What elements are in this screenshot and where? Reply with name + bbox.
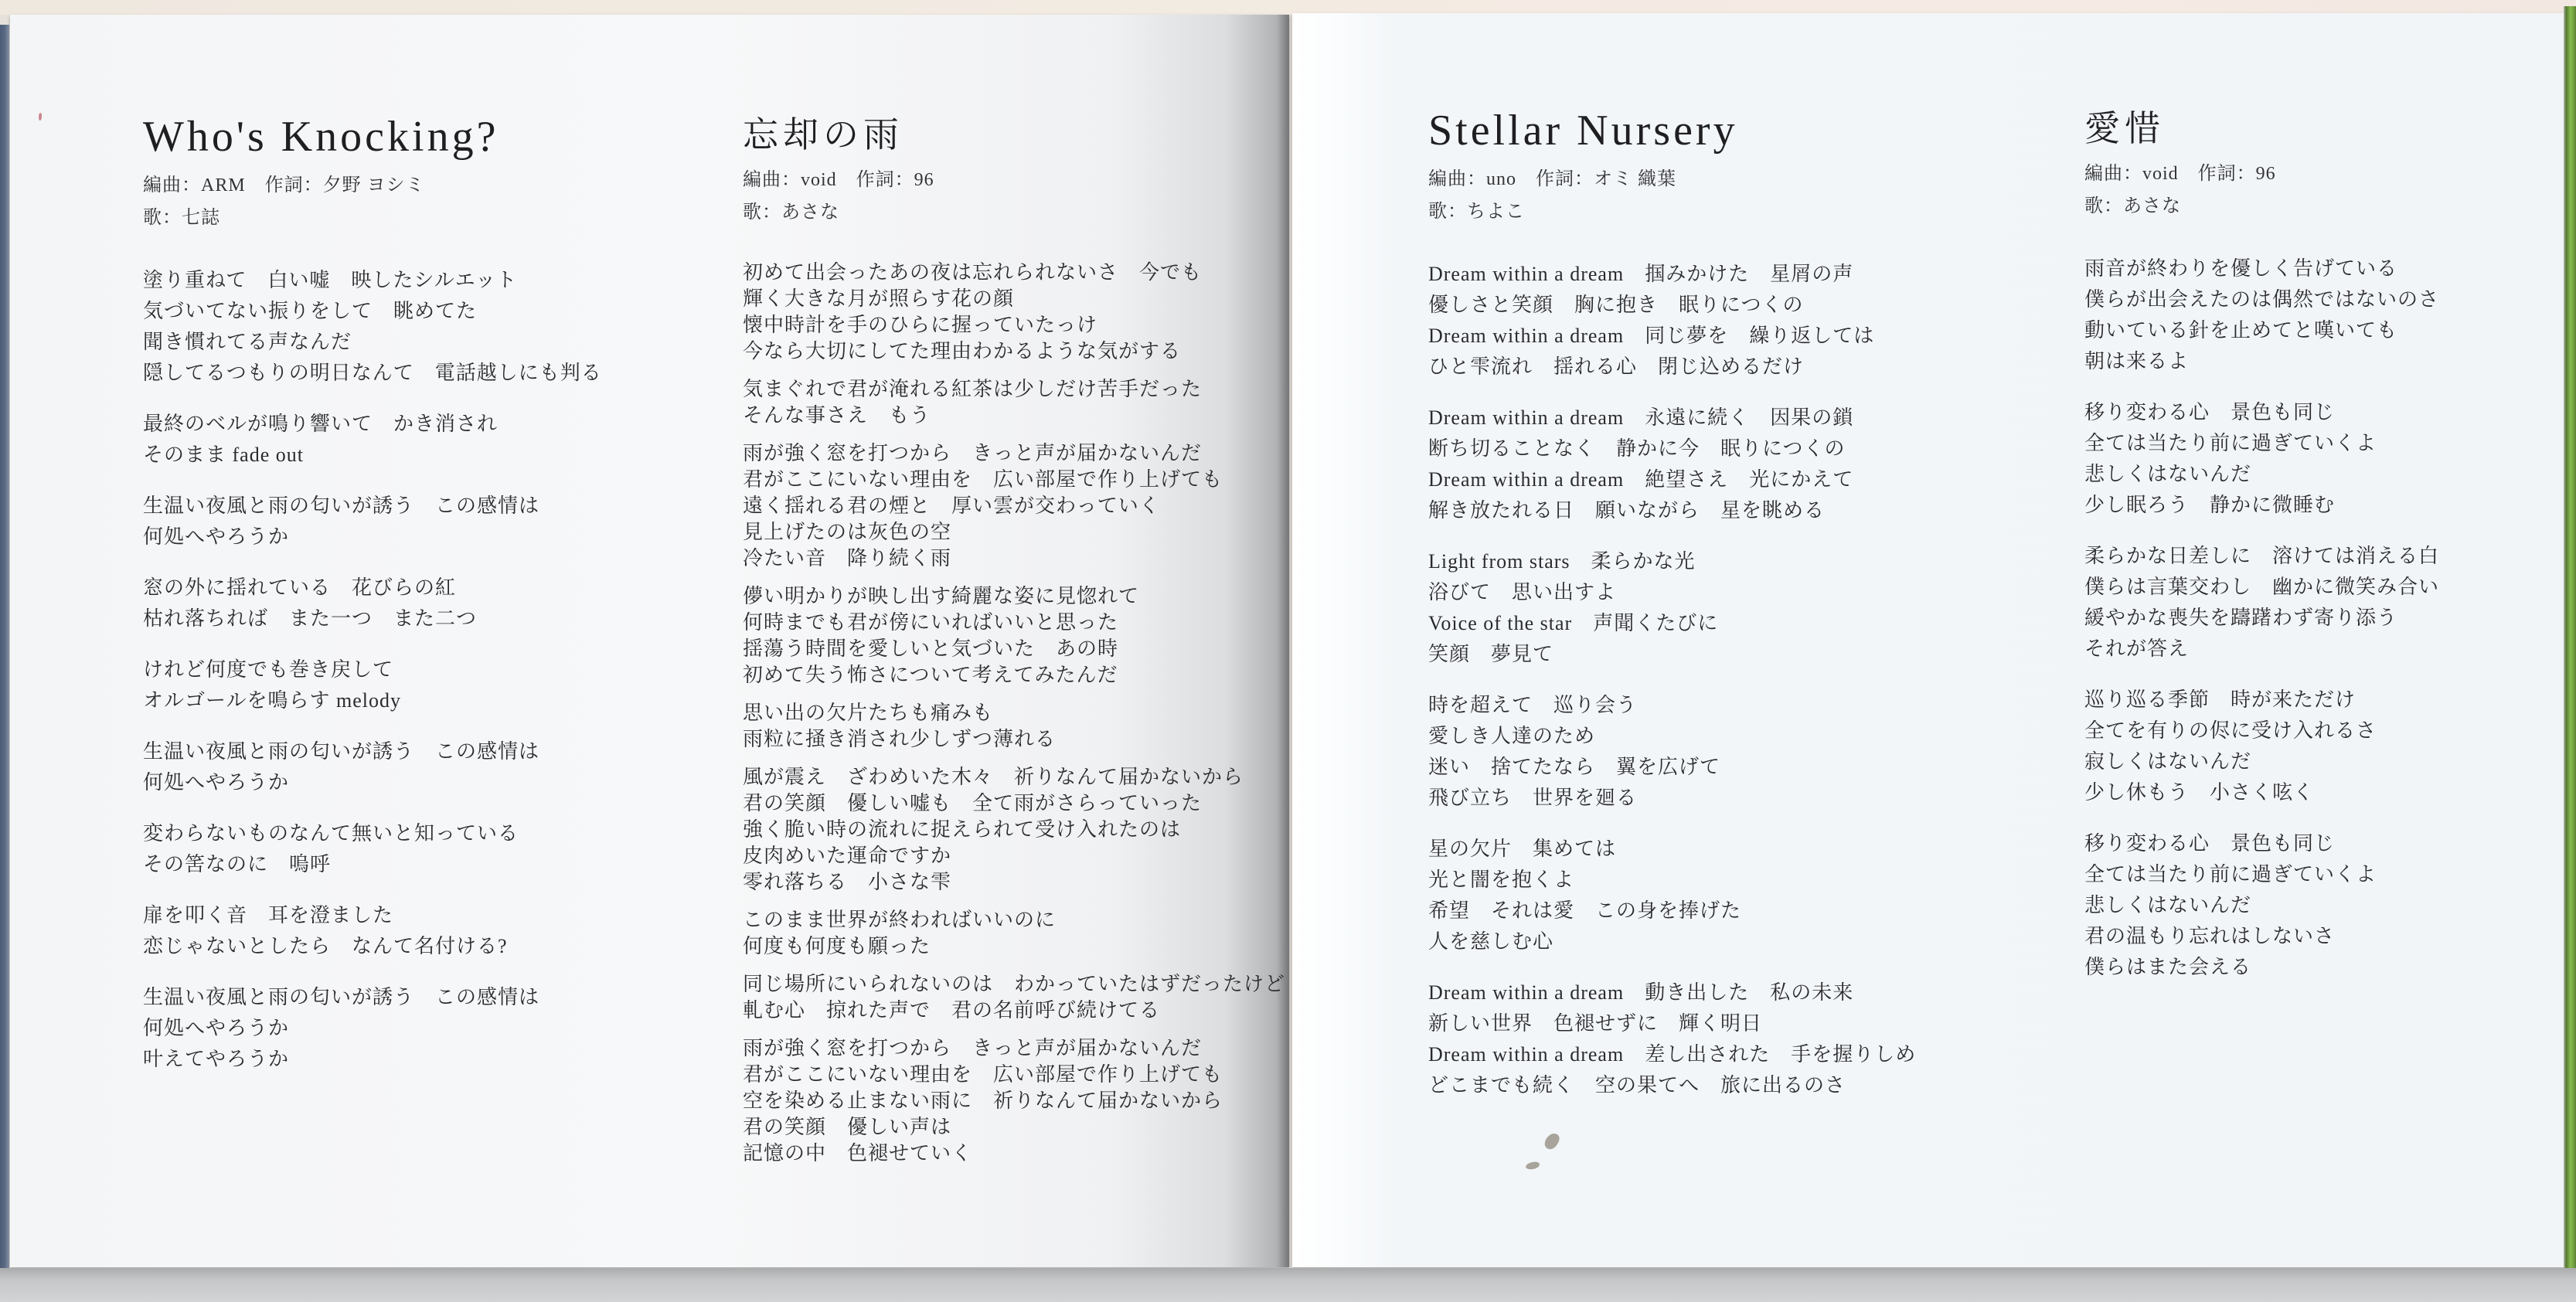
lyric-line: 何度も何度も願った <box>743 935 931 958</box>
lyric-line: 懐中時計を手のひらに握っていたっけ <box>743 314 1098 337</box>
lyric-line: 僕らは言葉交わし 幽かに微笑み合い <box>2084 576 2440 599</box>
lyric-line: 光と闇を抱くよ <box>1428 868 1575 891</box>
lyric-line: 輝く大きな月が照らす花の顔 <box>743 287 1015 311</box>
lyric-line: オルゴールを鳴らす melody <box>143 688 401 712</box>
lyric-line: 巡り巡る季節 時が来ただけ <box>2084 688 2357 712</box>
lyric-line: 動いている針を止めてと嘆いても <box>2084 319 2398 342</box>
lyric-line: 移り変わる心 景色も同じ <box>2084 401 2336 424</box>
song-column-aiseki <box>2084 107 2548 1003</box>
song-title: Stellar Nursery <box>1428 107 1738 155</box>
lyric-line: 生温い夜風と雨の匂いが誘う この感情は <box>143 739 540 763</box>
lyric-line: それが答え <box>2084 637 2190 661</box>
lyric-line: 少し休もう 小さく呟く <box>2084 781 2315 804</box>
lyric-stanza <box>743 971 1346 1024</box>
lyric-line: その筈なのに 嗚呼 <box>143 852 332 875</box>
lyric-line: 何時までも君が傍にいればいいと思った <box>743 611 1119 634</box>
lyric-line: 冷たい音 降り続く雨 <box>743 547 952 570</box>
lyric-stanza <box>1428 690 2062 814</box>
lyric-line: 浴びて 思い出すよ <box>1428 580 1617 603</box>
scanner-bottom-edge <box>0 1268 2576 1302</box>
lyric-stanza <box>143 982 715 1075</box>
lyric-line: Light from stars 柔らかな光 <box>1428 549 1696 573</box>
lyric-line: Dream within a dream 差し出された 手を握りしめ <box>1428 1042 1917 1066</box>
lyric-line: 初めて出会ったあの夜は忘れられないさ 今でも <box>743 261 1203 284</box>
lyric-stanza <box>1428 403 2062 526</box>
lyric-line: 君がここにいない理由を 広い部屋で作り上げても <box>743 468 1223 491</box>
song-column-boukyaku-no-ame <box>743 114 1346 1178</box>
lyric-stanza <box>2084 541 2548 665</box>
arranger-lyricist-credit: 編曲：void 作詞：96 <box>2084 164 2276 185</box>
lyric-stanza <box>143 491 715 552</box>
scan-smudge <box>1543 1131 1561 1152</box>
lyric-line: 恋じゃないとしたら なんて名付ける? <box>143 934 508 957</box>
lyric-line: けれど何度でも巻き戻して <box>143 658 394 681</box>
lyric-stanza <box>143 818 715 880</box>
lyric-line: 飛び立ち 世界を廻る <box>1428 786 1638 809</box>
lyric-line: 寂しくはないんだ <box>2084 750 2252 773</box>
lyric-stanza <box>143 409 715 471</box>
lyric-line: 柔らかな日差しに 溶けては消える白 <box>2084 545 2440 568</box>
lyric-line: 空を染める止まない雨に 祈りなんて届かないから <box>743 1090 1223 1113</box>
lyric-line: どこまでも続く 空の果てへ 旅に出るのさ <box>1428 1073 1846 1096</box>
lyric-stanza <box>1428 834 2062 957</box>
lyric-line: 強く脆い時の流れに捉えられて受け入れたのは <box>743 818 1182 841</box>
lyric-line: 朝は来るよ <box>2084 350 2190 373</box>
lyric-line: 扉を叩く音 耳を澄ました <box>143 903 394 926</box>
song-column-stellar-nursery <box>1428 107 2062 1121</box>
lyric-line: Dream within a dream 永遠に続く 因果の鎖 <box>1428 406 1854 429</box>
lyric-line: 君がここにいない理由を 広い部屋で作り上げても <box>743 1063 1223 1086</box>
lyric-line: 雨音が終わりを優しく告げている <box>2084 257 2398 280</box>
vocalist-credit: 歌：あさな <box>743 202 839 223</box>
lyric-line: 雨が強く窓を打つから きっと声が届かないんだ <box>743 442 1203 465</box>
lyric-line: 悲しくはないんだ <box>2084 894 2252 917</box>
lyric-line: 今なら大切にしてた理由わかるような気がする <box>743 340 1182 363</box>
lyrics <box>743 260 1346 1167</box>
lyric-line: そのまま fade out <box>143 443 304 466</box>
lyric-stanza <box>743 907 1346 960</box>
lyric-stanza <box>143 573 715 634</box>
song-column-whos-knocking <box>143 114 715 1095</box>
lyric-line: 君の温もり忘れはしないさ <box>2084 925 2336 948</box>
lyric-line: 初めて失う怖さについて考えてみたんだ <box>743 664 1118 687</box>
booklet-left-page <box>10 15 1289 1267</box>
lyric-line: 聞き慣れてる声なんだ <box>143 330 352 353</box>
arranger-lyricist-credit: 編曲：ARM 作詞：夕野 ヨシミ <box>143 175 425 195</box>
lyric-line: 窓の外に揺れている 花びらの紅 <box>143 576 457 599</box>
lyric-line: このまま世界が終わればいいのに <box>743 909 1057 932</box>
lyric-line: 優しさと笑顔 胸に抱き 眠りにつくの <box>1428 293 1804 316</box>
lyric-line: 少し眠ろう 静かに微睡む <box>2084 494 2336 517</box>
lyric-line: 儚い明かりが映し出す綺麗な姿に見惚れて <box>743 585 1140 608</box>
lyric-line: 雨が強く窓を打つから きっと声が届かないんだ <box>743 1037 1203 1060</box>
lyric-line: 生温い夜風と雨の匂いが誘う この感情は <box>143 985 540 1008</box>
lyric-line: 悲しくはないんだ <box>2084 463 2252 486</box>
lyric-line: 何処へやろうか <box>143 1016 290 1039</box>
lyrics <box>1428 259 2062 1101</box>
lyric-line: 緩やかな喪失を躊躇わず寄り添う <box>2084 607 2398 630</box>
left-page-under-edge <box>0 25 9 1281</box>
lyric-line: 気づいてない振りをして 眺めてた <box>143 299 478 322</box>
lyric-line: 塗り重ねて 白い嘘 映したシルエット <box>143 268 518 291</box>
booklet-right-page <box>1292 13 2564 1267</box>
lyric-stanza <box>743 376 1346 429</box>
lyric-line: 何処へやろうか <box>143 770 290 794</box>
lyric-line: 愛しき人達のため <box>1428 724 1596 747</box>
lyric-line: 全ては当たり前に過ぎていくよ <box>2084 432 2377 455</box>
lyric-stanza <box>143 265 715 389</box>
lyric-stanza <box>2084 828 2548 983</box>
lyric-line: 遠く揺れる君の煙と 厚い雲が交わっていく <box>743 495 1160 518</box>
song-title: Who's Knocking? <box>143 113 499 161</box>
scan-smudge <box>1525 1161 1540 1170</box>
lyric-line: 移り変わる心 景色も同じ <box>2084 832 2336 855</box>
lyric-line: 同じ場所にいられないのは わかっていたはずだったけど <box>743 973 1286 996</box>
lyric-stanza <box>2084 397 2548 521</box>
lyric-line: 最終のベルが鳴り響いて かき消され <box>143 412 499 435</box>
lyric-line: Dream within a dream 掴みかけた 星屑の声 <box>1428 262 1854 285</box>
lyric-line: 時を超えて 巡り会う <box>1428 693 1638 716</box>
lyric-stanza <box>743 1035 1346 1167</box>
back-cover-green-edge <box>2564 6 2576 1281</box>
lyric-stanza <box>143 900 715 962</box>
lyric-line: 皮肉めいた運命ですか <box>743 845 952 868</box>
lyric-line: 全ては当たり前に過ぎていくよ <box>2084 863 2377 886</box>
lyric-line: 新しい世界 色褪せずに 輝く明日 <box>1428 1011 1763 1035</box>
lyric-stanza <box>1428 546 2062 670</box>
lyric-stanza <box>1428 977 2062 1101</box>
lyric-line: 記憶の中 色褪せていく <box>743 1142 973 1165</box>
lyric-stanza <box>743 440 1346 572</box>
arranger-lyricist-credit: 編曲：void 作詞：96 <box>743 170 934 191</box>
lyric-line: ひと雫流れ 揺れる心 閉じ込めるだけ <box>1428 355 1805 378</box>
lyric-line: 全てを有りの侭に受け入れるさ <box>2084 719 2377 743</box>
lyric-line: 見上げたのは灰色の空 <box>743 521 952 544</box>
vocalist-credit: 歌：ちよこ <box>1428 201 1525 222</box>
lyric-stanza <box>743 583 1346 688</box>
lyric-stanza <box>743 764 1346 896</box>
lyric-line: Dream within a dream 動き出した 私の未来 <box>1428 981 1854 1004</box>
lyric-line: Dream within a dream 同じ夢を 繰り返しては <box>1428 324 1875 347</box>
lyric-stanza <box>143 654 715 716</box>
lyric-line: 零れ落ちる 小さな雫 <box>743 871 952 894</box>
lyric-stanza <box>2084 253 2548 377</box>
lyric-line: 人を慈しむ心 <box>1428 930 1554 953</box>
lyric-line: Dream within a dream 絶望さえ 光にかえて <box>1428 467 1854 491</box>
lyric-stanza <box>743 700 1346 753</box>
lyric-line: 軋む心 掠れた声で 君の名前呼び続けてる <box>743 999 1161 1022</box>
vocalist-credit: 歌：あさな <box>2084 196 2181 217</box>
lyric-line: 君の笑顔 優しい嘘も 全て雨がさらっていった <box>743 792 1203 815</box>
lyrics <box>2084 253 2548 983</box>
lyric-line: そんな事さえ もう <box>743 404 931 427</box>
arranger-lyricist-credit: 編曲：uno 作詞：オミ 織葉 <box>1428 168 1676 189</box>
lyric-line: 星の欠片 集めては <box>1428 837 1617 860</box>
lyric-line: 希望 それは愛 この身を捧げた <box>1428 899 1742 922</box>
lyric-line: Voice of the star 声聞くたびに <box>1428 611 1719 634</box>
lyric-line: 生温い夜風と雨の匂いが誘う この感情は <box>143 494 540 517</box>
lyric-stanza <box>743 260 1346 365</box>
lyric-line: 叶えてやろうか <box>143 1047 290 1070</box>
lyric-line: 僕らはまた会える <box>2084 956 2252 979</box>
lyric-line: 風が震え ざわめいた木々 祈りなんて届かないから <box>743 766 1244 789</box>
lyric-line: 解き放たれる日 願いながら 星を眺める <box>1428 498 1826 522</box>
lyric-line: 僕らが出会えたのは偶然ではないのさ <box>2084 288 2440 311</box>
lyric-stanza <box>2084 685 2548 808</box>
lyric-line: 君の笑顔 優しい声は <box>743 1116 952 1139</box>
lyric-line: 揺蕩う時間を愛しいと気づいた あの時 <box>743 637 1119 661</box>
lyric-stanza <box>1428 259 2062 382</box>
lyric-line: 変わらないものなんて無いと知っている <box>143 821 519 845</box>
song-title: 忘却の雨 <box>743 115 903 155</box>
lyric-line: 迷い 捨てたなら 翼を広げて <box>1428 755 1721 778</box>
lyric-line: 思い出の欠片たちも痛みも <box>743 702 994 725</box>
lyric-line: 何処へやろうか <box>143 525 290 548</box>
lyric-line: 笑顔 夢見て <box>1428 642 1554 665</box>
lyric-line: 隠してるつもりの明日なんて 電話越しにも判る <box>143 361 602 384</box>
lyric-line: 枯れ落ちれば また一つ また二つ <box>143 607 478 630</box>
lyrics <box>143 265 715 1075</box>
lyric-line: 気まぐれで君が淹れる紅茶は少しだけ苦手だった <box>743 378 1203 401</box>
lyric-line: 雨粒に掻き消され少しずつ薄れる <box>743 728 1057 751</box>
lyric-line: 断ち切ることなく 静かに今 眠りにつくの <box>1428 437 1846 460</box>
song-title: 愛惜 <box>2084 109 2165 148</box>
lyric-stanza <box>143 736 715 798</box>
vocalist-credit: 歌：七誌 <box>143 207 220 228</box>
